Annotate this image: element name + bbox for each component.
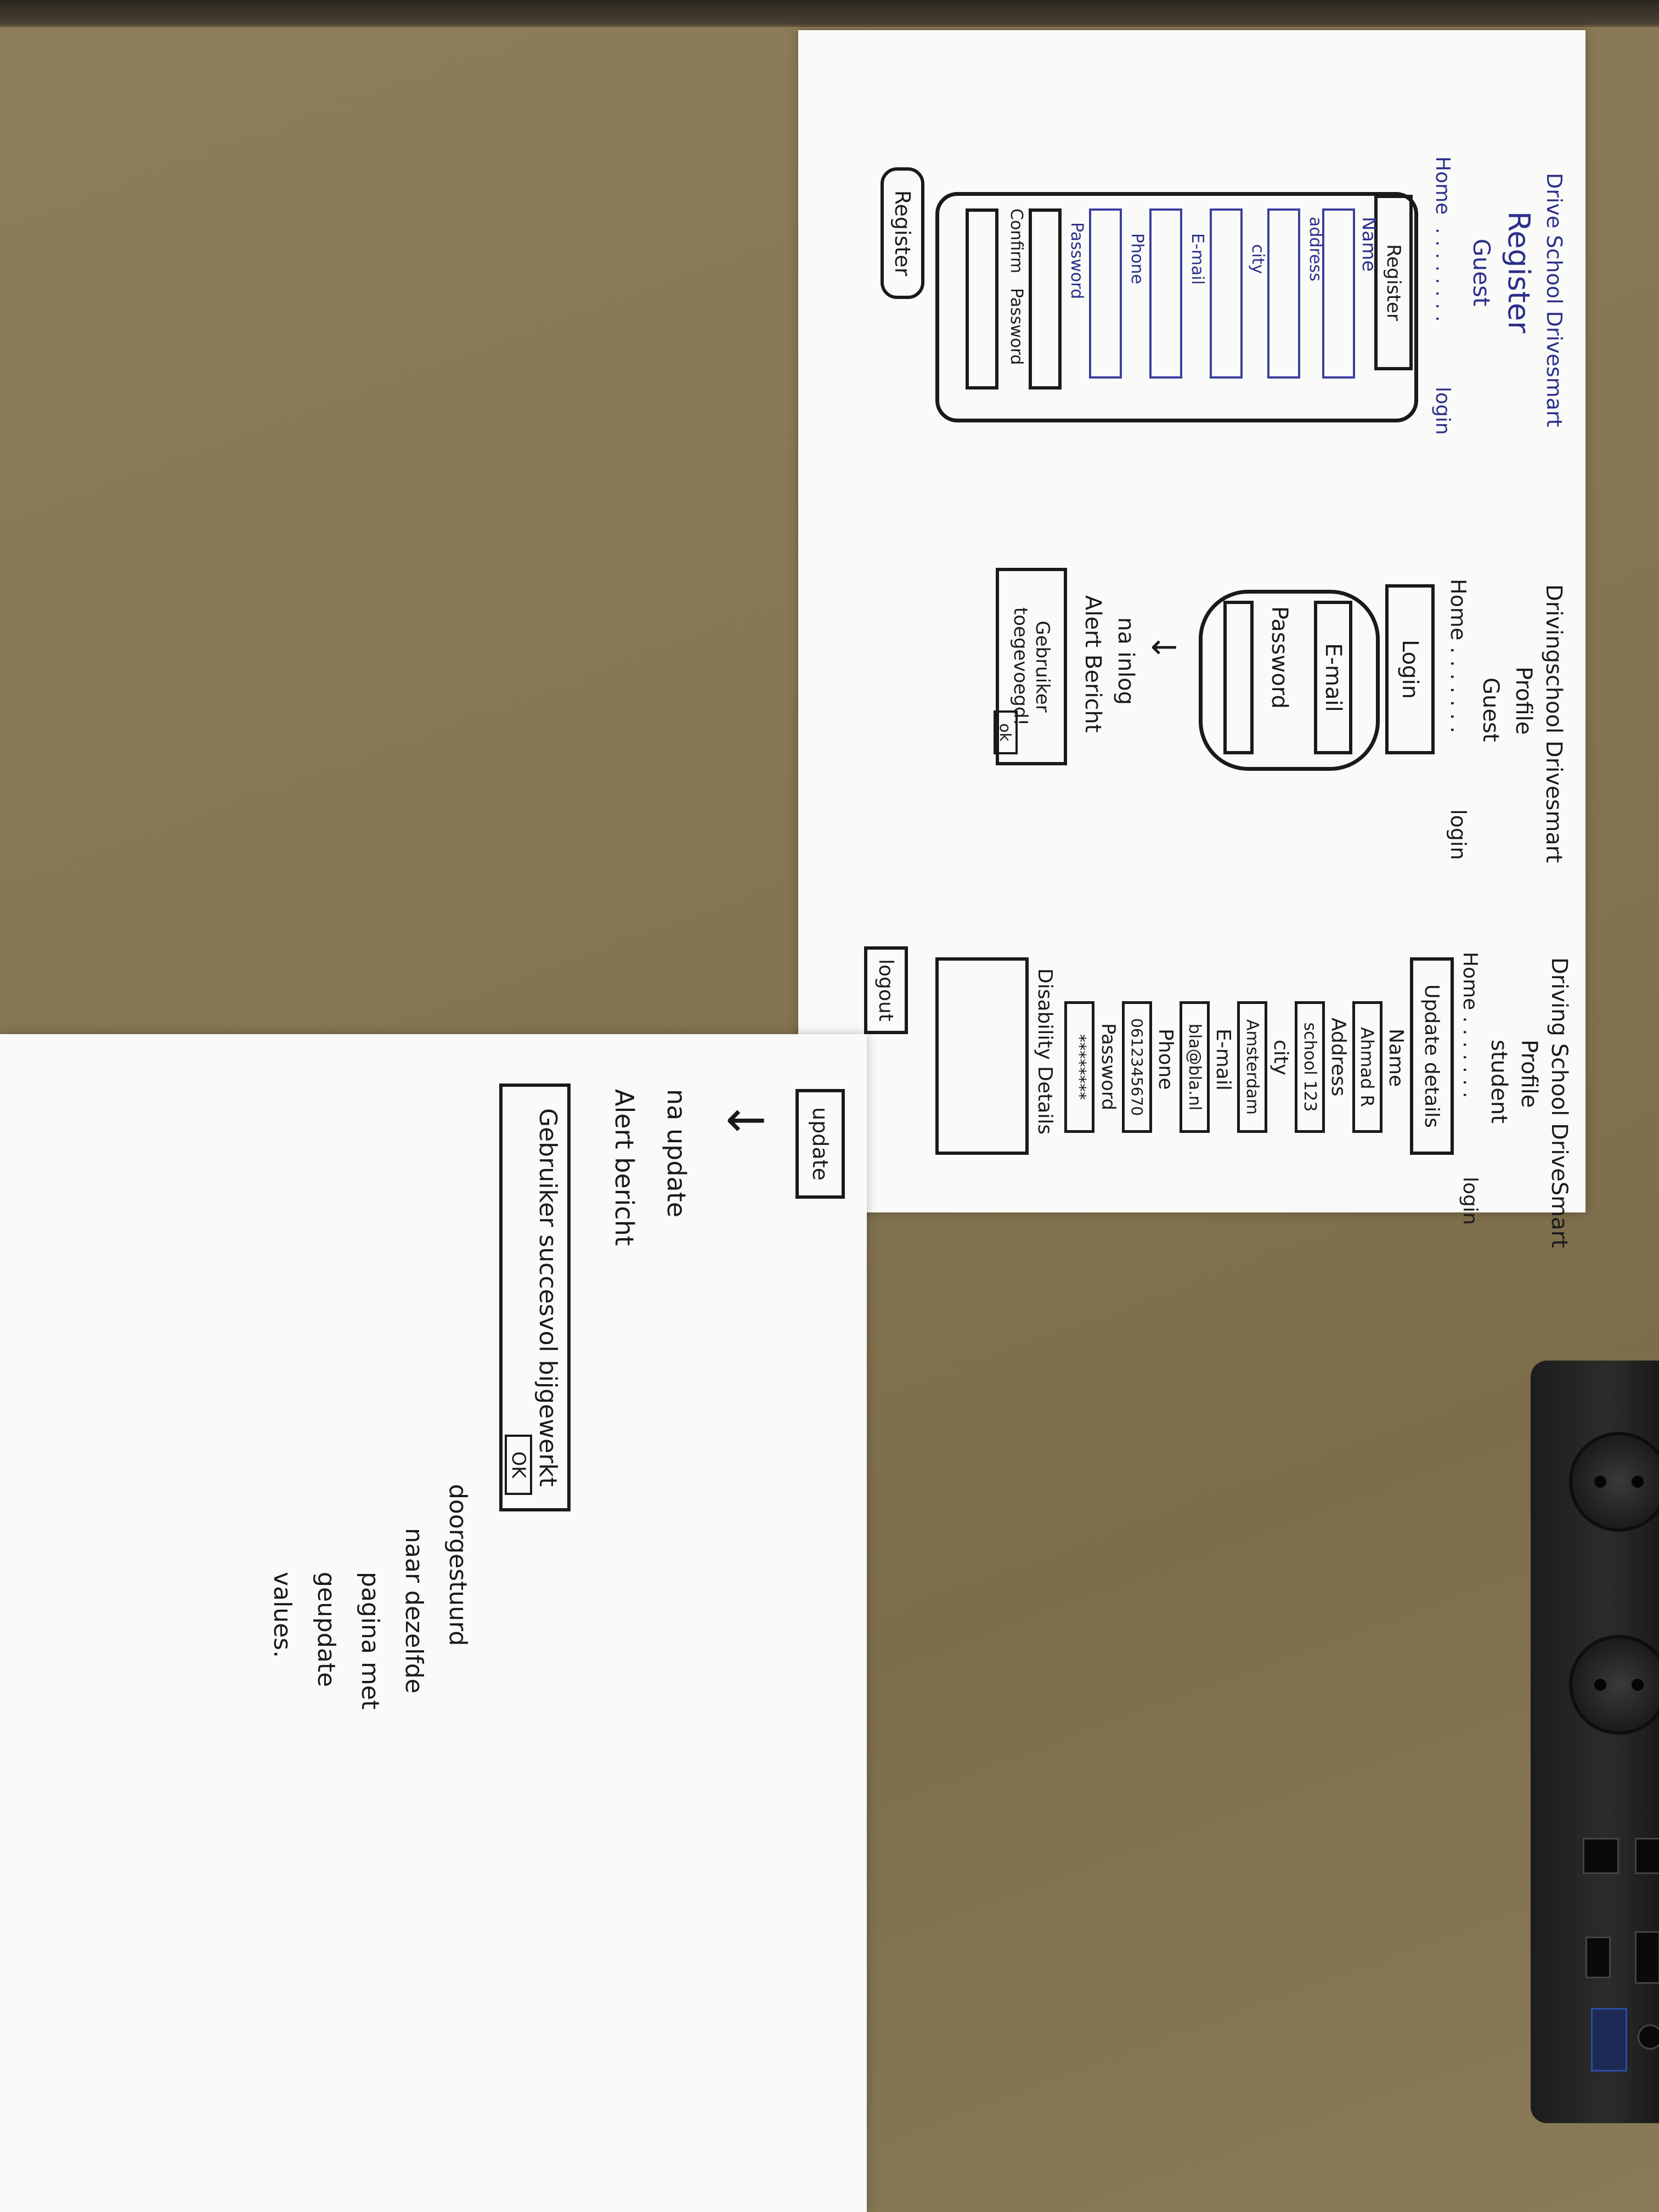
profile-disability-label: Disability Details <box>1034 968 1056 1135</box>
login-role: Guest <box>1478 678 1503 742</box>
power-socket <box>1569 1635 1659 1735</box>
field-label-name: Name <box>1358 217 1380 272</box>
update-note-line2: Alert bericht <box>610 1089 639 1246</box>
profile-label-address: Address <box>1327 1018 1350 1097</box>
logout-button[interactable]: logout <box>864 946 908 1034</box>
profile-label-city: city <box>1269 1040 1292 1076</box>
redirect-line2: naar dezelfde <box>400 1528 428 1694</box>
hdmi-port-icon <box>1635 1931 1659 1984</box>
field-label-phone: Phone <box>1127 233 1147 284</box>
field-label-email: E-mail <box>1188 233 1207 285</box>
register-heading-box: Register <box>1374 195 1413 370</box>
table-edge <box>0 0 1659 25</box>
login-site-title: Drivingschool Drivesmart <box>1541 584 1566 863</box>
register-button[interactable]: Register <box>881 167 924 299</box>
field-label-confirm-password: Password <box>1007 288 1026 365</box>
password-input[interactable] <box>1029 208 1062 390</box>
login-note-line2: Alert Bericht <box>1080 595 1105 733</box>
field-label-password: Password <box>1067 222 1086 300</box>
update-alert-ok-button[interactable]: OK <box>505 1435 532 1495</box>
phone-input[interactable] <box>1089 208 1122 379</box>
field-label-city: city <box>1248 244 1267 274</box>
update-flow-notes <box>0 1078 856 1710</box>
profile-label-phone: Phone <box>1154 1029 1177 1090</box>
profile-label-email: E-mail <box>1212 1029 1234 1091</box>
update-alert-box: Gebruiker succesvol bijgewerkt <box>499 1084 571 1511</box>
profile-nav-login: login <box>1459 1177 1481 1225</box>
table-seam <box>0 25 1659 27</box>
address-input[interactable] <box>1267 208 1300 379</box>
redirect-line4: geupdate <box>312 1572 340 1688</box>
usb-port-icon <box>1585 1937 1611 1978</box>
audio-port-icon <box>1638 2024 1659 2050</box>
redirect-line1: doorgestuurd <box>444 1484 472 1646</box>
login-mockup <box>831 568 1577 952</box>
login-password-input[interactable] <box>1223 601 1254 754</box>
confirm-password-input[interactable] <box>966 208 998 390</box>
disability-details-input[interactable] <box>935 957 1029 1155</box>
register-page-title: Register <box>1502 211 1536 334</box>
login-alert-line1: Gebruiker <box>1031 620 1053 713</box>
register-nav-home: Home <box>1431 156 1454 215</box>
login-alert-line2: toegevoegd! <box>1009 607 1031 726</box>
profile-mockup <box>826 946 1583 1248</box>
vga-port-icon <box>1591 2008 1627 2072</box>
register-site-title: Drive School Drivesmart <box>1542 173 1566 427</box>
profile-value-address: school 123 <box>1295 1001 1325 1133</box>
register-nav-login: login <box>1431 387 1454 435</box>
city-input[interactable] <box>1210 208 1243 379</box>
login-heading-box: Login <box>1385 584 1435 754</box>
login-nav-home: Home . . . . . . . <box>1446 579 1470 733</box>
login-password-label: Password <box>1267 606 1292 709</box>
arrow-down-icon: ↓ <box>1144 634 1182 662</box>
login-email-box[interactable]: E-mail <box>1314 601 1352 754</box>
update-button[interactable]: update <box>795 1089 845 1199</box>
power-strip <box>1531 1361 1659 2123</box>
login-note-line1: na inlog <box>1113 617 1138 706</box>
register-nav-dots: . . . . . . . . <box>1431 228 1454 322</box>
login-alert-ok-button[interactable]: ok <box>994 710 1018 754</box>
redirect-line3: pagina met <box>356 1572 384 1710</box>
register-mockup <box>831 156 1577 464</box>
redirect-line5: values. <box>268 1572 296 1658</box>
update-details-button[interactable]: Update details <box>1410 957 1454 1155</box>
profile-value-name: Ahmad R <box>1352 1001 1383 1133</box>
update-note-line1: na update <box>662 1089 691 1218</box>
register-role: Guest <box>1468 239 1495 307</box>
field-label-address: address <box>1306 217 1325 281</box>
paper-sheet-top <box>798 30 1585 1248</box>
field-label-confirm: Confirm <box>1007 208 1026 274</box>
profile-role: student <box>1486 1040 1511 1124</box>
arrow-down-icon: ↓ <box>716 1100 774 1142</box>
profile-value-email: bla@bla.nl <box>1180 1001 1210 1133</box>
login-nav-login: login <box>1446 809 1470 860</box>
profile-page-title: Profile <box>1516 1040 1542 1108</box>
power-socket <box>1569 1432 1659 1532</box>
profile-label-name: Name <box>1385 1029 1407 1087</box>
paper-sheet-bottom <box>0 1034 867 2212</box>
email-input[interactable] <box>1149 208 1182 379</box>
login-page-title: Profile <box>1511 667 1536 735</box>
profile-nav-home: Home . . . . . . . <box>1459 952 1481 1098</box>
profile-value-password: ******** <box>1064 1001 1094 1133</box>
name-input[interactable] <box>1322 208 1355 379</box>
ethernet-port-icon <box>1635 1838 1659 1874</box>
profile-value-phone: 0612345670 <box>1122 1001 1152 1133</box>
profile-label-password: Password <box>1097 1023 1119 1110</box>
profile-site-title: Driving School DriveSmart <box>1547 957 1572 1248</box>
ethernet-port-icon <box>1583 1838 1619 1874</box>
profile-value-city: Amsterdam <box>1237 1001 1267 1133</box>
